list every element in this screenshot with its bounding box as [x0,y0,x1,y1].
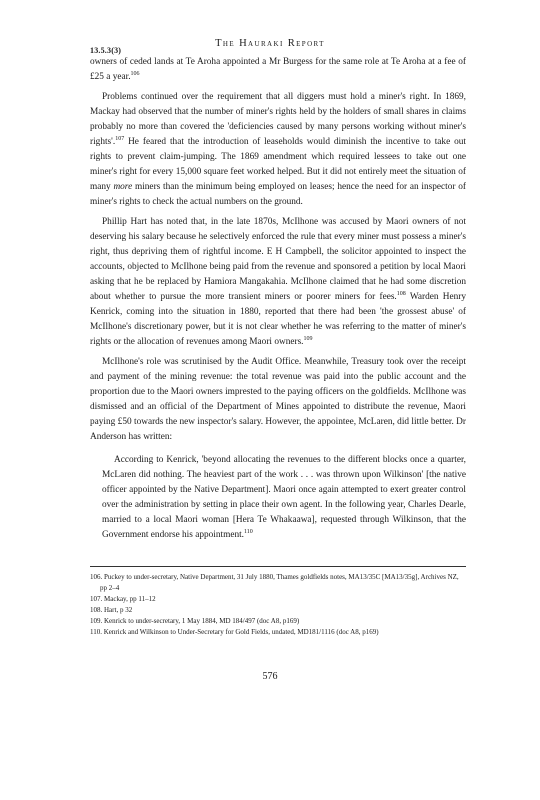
paragraph-text: miners than the minimum being employed on leases; hence the need for an inspector of miner's rights to check the actual numbers on the ground. [90,182,466,207]
page-number: 576 [262,671,278,682]
footnote-divider [90,566,466,567]
footnote-number: 108. [90,606,103,614]
footnotes [90,572,466,638]
running-head: The Hauraki Report [215,38,325,49]
paragraph-text: owners of ceded lands at Te Aroha appointed a Mr Burgess for the same role at Te Aroha at a fee of £25 a year. [90,57,466,82]
paragraph-text: Problems continued over the requirement that all diggers must hold a miner's right. In 1869, Mackay had observed that the number of miner's rights held by the holders of small shares in claims probably no more than covered the 'deficiencies caused by many persons working without miner's rights'. [90,92,466,147]
footnote-text: Puckey to under-secretary, Native Department, 31 July 1880, Thames goldfields notes, MA13/35C [MA13/35g], Archives NZ, pp 2–4 [100,573,459,592]
paragraph-2 [90,90,466,210]
footnote-number: 109. [90,617,103,625]
footnote-number: 110. [90,628,102,636]
footnote-text: Mackay, pp 11–12 [104,595,156,603]
footnote-number: 107. [90,595,103,603]
footnote [90,572,466,594]
footnote [90,594,466,605]
footnote-ref: 106 [130,71,140,77]
paragraph-4: McIlhone's role was scrutinised by the Audit Office. Meanwhile, Treasury took over the receipt and payment of the mining revenue: the total revenue was paid into the public account and the proportion due to the Maori owners imprested to the paying officers on the goldfields. McIlhone was dismissed and an official of the Department of Mines appointed to distribute the revenue, Maori paying £50 towards the new inspector's salary. However, the appointee, McLaren, did little better. Dr Anderson has written: [90,357,466,442]
footnote-ref: 107 [115,136,125,142]
footnote [90,627,466,638]
emphasis: more [113,182,133,192]
quote-body: According to Kenrick, 'beyond allocating the revenues to the different blocks once a quarter, McLaren did nothing. The heaviest part of the work . . . was thrown upon Wilkinson' [the native officer appointed by the Native Department]. Maori once again attempted to exert greater control over the administration by setting in place their own agent. In the following year, Charles Dearle, married to a local Maori woman [Hera Te Whakaawa], requested through Wilkinson, that the Government endorse his appointment. [102,455,466,540]
paragraph-text: Warden Henry Kenrick, coming into the situation in 1880, reported that there had been 'the grossest abuse' of McIlhone's discretionary power, but it is not clear whether he was referring to the matter of miner's rights or the allocation of revenues among Maori owners. [90,292,466,347]
footnote-ref: 109 [303,336,313,342]
paragraph-3 [90,215,466,350]
footnote [90,616,466,627]
footnote-text: Kenrick and Wilkinson to Under-Secretary for Gold Fields, undated, MD181/1116 (doc A8, p169) [103,628,379,636]
footnote [90,605,466,616]
footnote-text: Hart, p 32 [104,606,133,614]
quote-text [102,453,466,543]
paragraph-1 [90,55,466,85]
paragraph-text: He feared that the introduction of leaseholds would diminish the incentive to take out rights to prevent claim-jumping. The 1869 amendment which required lessees to take out one miner's right for every 15,000 square feet worked helped. But it did not entirely meet the situation of many [90,137,466,192]
footnote-ref: 110 [244,529,253,535]
block-quote [102,450,466,543]
footnote-ref: 108 [396,291,406,297]
body-text [90,55,466,543]
footnote-text: Kenrick to under-secretary, 1 May 1884, MD 184/497 (doc A8, p169) [104,617,300,625]
paragraph-text: Phillip Hart has noted that, in the late 1870s, McIlhone was accused by Maori owners of not deserving his salary because he selectively enforced the rule that every miner must possess a miner's right, thus depriving them of rightful income. E H Campbell, the solicitor appointed to inspect the accounts, objected to McIlhone being paid from the revenue and sponsored a petition by local Maori asking that he be replaced by Hamiora Mangakahia. McIlhone claimed that he had some discretion about whether to pursue the more transient miners or poorer miners for fees. [90,217,466,302]
section-number: 13.5.3(3) [90,46,122,55]
footnote-number: 106. [90,573,103,581]
